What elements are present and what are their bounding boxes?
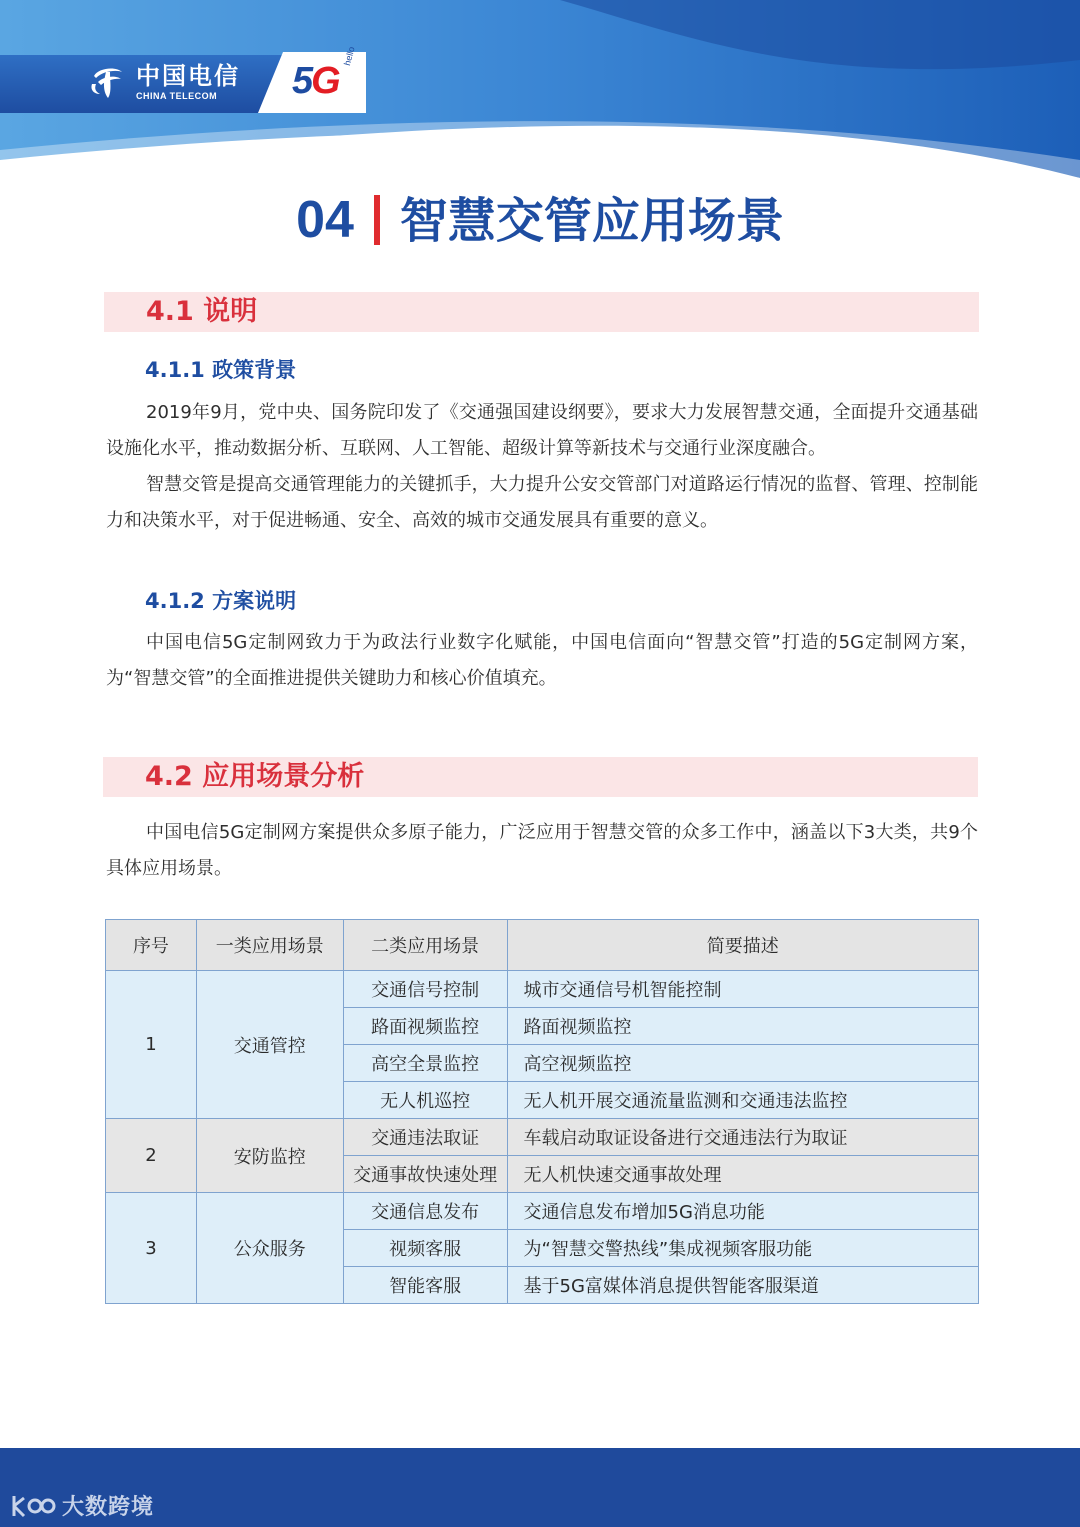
sub-scenario: 智能客服 — [343, 1267, 507, 1304]
brand-name-cn: 中国电信 — [136, 60, 240, 90]
table-row — [106, 971, 979, 1008]
scenario-description: 高空视频监控 — [507, 1045, 978, 1082]
watermark — [10, 1490, 154, 1521]
policy-paragraph-2: 智慧交管是提高交通管理能力的关键抓手，大力提升公安交管部门对道路运行情况的监督、管理、控制能力和决策水平，对于促进畅通、安全、高效的城市交通发展具有重要的意义。 — [106, 474, 978, 531]
analysis-paragraph: 中国电信5G定制网方案提供众多原子能力，广泛应用于智慧交管的众多工作中，涵盖以下3大类，共9个具体应用场景。 — [106, 822, 978, 879]
scenario-description: 无人机开展交通流量监测和交通违法监控 — [507, 1082, 978, 1119]
china-telecom-logo-icon — [88, 62, 128, 102]
subsection-4-1-1-title: 4.1.1 政策背景 — [145, 358, 297, 382]
section-4-1-header — [104, 292, 979, 332]
badge-g: G — [311, 60, 339, 102]
scenario-description: 基于5G富媒体消息提供智能客服渠道 — [507, 1267, 978, 1304]
scenario-description: 无人机快速交通事故处理 — [507, 1156, 978, 1193]
brand-name-en: CHINA TELECOM — [136, 90, 218, 101]
footer-bar — [0, 1448, 1080, 1527]
scenario-table — [105, 919, 979, 1304]
sub-scenario: 路面视频监控 — [343, 1008, 507, 1045]
5g-badge — [292, 60, 339, 103]
sub-scenario: 交通信号控制 — [343, 971, 507, 1008]
section-4-2-header — [103, 757, 978, 797]
page-title — [0, 188, 1080, 253]
scenario-description: 为“智慧交警热线”集成视频客服功能 — [507, 1230, 978, 1267]
subsection-4-1-2-title: 4.1.2 方案说明 — [145, 589, 297, 613]
group-category: 交通管控 — [196, 971, 343, 1119]
solution-paragraph: 中国电信5G定制网致力于为政法行业数字化赋能，中国电信面向“智慧交管”打造的5G定制网方案，为“智慧交管”的全面推进提供关键助力和核心价值填充。 — [106, 632, 978, 689]
scenario-description: 车载启动取证设备进行交通违法行为取证 — [507, 1119, 978, 1156]
badge-5: 5 — [292, 60, 312, 102]
chapter-number: 04 — [296, 191, 354, 249]
watermark-text: 大数跨境 — [62, 1495, 155, 1520]
sub-scenario: 交通违法取证 — [343, 1119, 507, 1156]
header-category: 一类应用场景 — [196, 920, 343, 971]
sub-scenario: 交通信息发布 — [343, 1193, 507, 1230]
scenario-description: 路面视频监控 — [507, 1008, 978, 1045]
sub-scenario: 交通事故快速处理 — [343, 1156, 507, 1193]
group-number: 2 — [106, 1119, 197, 1193]
chapter-title: 智慧交管应用场景 — [399, 193, 784, 249]
header-description: 简要描述 — [507, 920, 978, 971]
policy-paragraph-1: 2019年9月，党中央、国务院印发了《交通强国建设纲要》，要求大力发展智慧交通，全面提升交通基础设施化水平，推动数据分析、互联网、人工智能、超级计算等新技术与交通行业深度融合。 — [106, 402, 978, 459]
table-row — [106, 1193, 979, 1230]
group-number: 3 — [106, 1193, 197, 1304]
header-subcategory: 二类应用场景 — [343, 920, 507, 971]
header-no: 序号 — [106, 920, 197, 971]
badge-hello: hello — [342, 45, 357, 67]
sub-scenario: 无人机巡控 — [343, 1082, 507, 1119]
group-category: 公众服务 — [196, 1193, 343, 1304]
group-category: 安防监控 — [196, 1119, 343, 1193]
section-4-2-title: 4.2 应用场景分析 — [145, 761, 365, 792]
sub-scenario: 视频客服 — [343, 1230, 507, 1267]
scenario-description: 城市交通信号机智能控制 — [507, 971, 978, 1008]
table-row — [106, 1119, 979, 1156]
dashujk-logo-icon — [10, 1492, 56, 1520]
sub-scenario: 高空全景监控 — [343, 1045, 507, 1082]
scenario-description: 交通信息发布增加5G消息功能 — [507, 1193, 978, 1230]
china-telecom-logo — [88, 62, 240, 102]
title-divider — [374, 195, 380, 245]
section-4-1-title: 4.1 说明 — [146, 296, 258, 327]
table-header-row — [106, 920, 979, 971]
group-number: 1 — [106, 971, 197, 1119]
